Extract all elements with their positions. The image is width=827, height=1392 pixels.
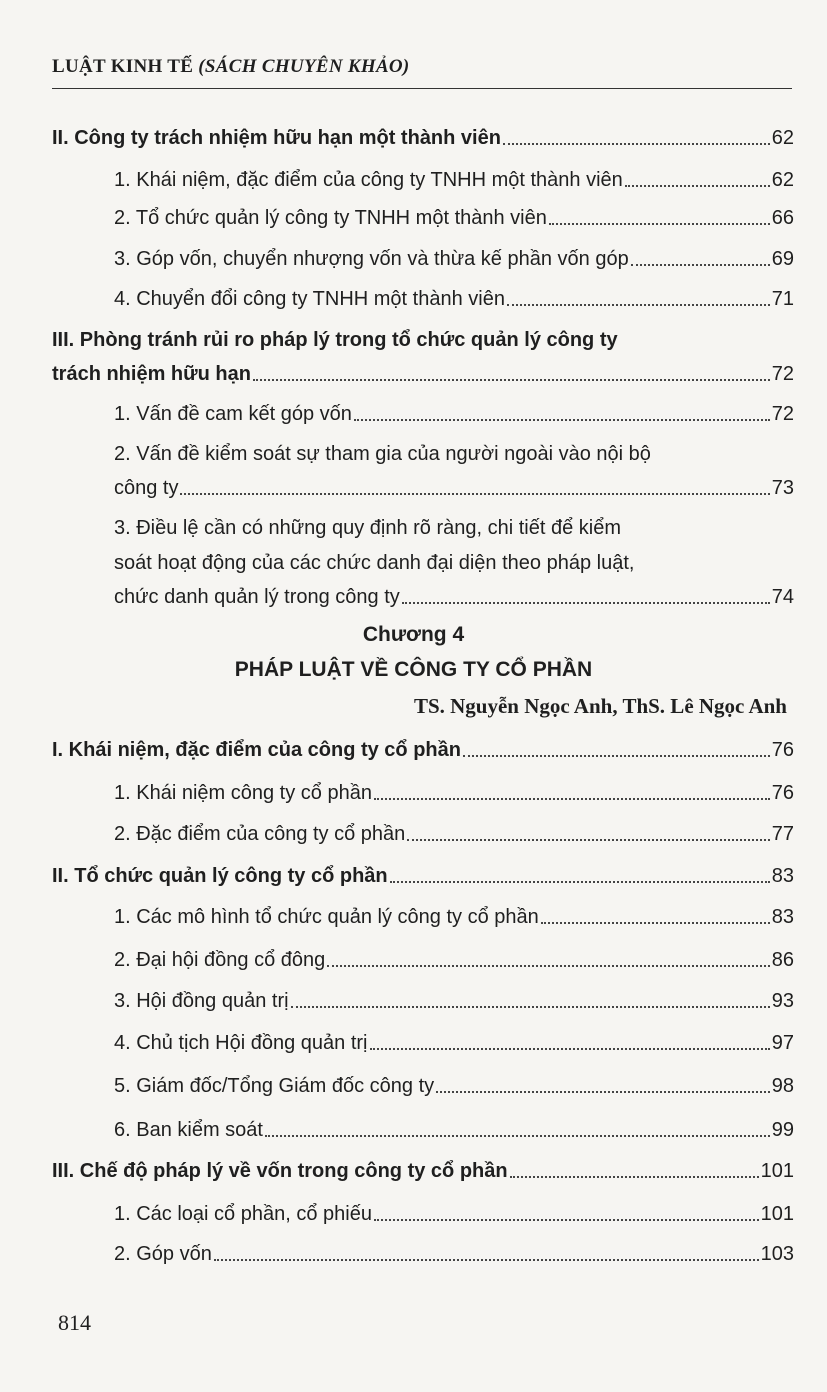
entry-line: soát hoạt động của các chức danh đại diện theo pháp luật, xyxy=(114,552,635,574)
entry-label: 5. Giám đốc/Tổng Giám đốc công ty xyxy=(114,1075,435,1097)
entry-label: chức danh quản lý trong công ty xyxy=(114,586,400,608)
toc-entry xyxy=(52,738,794,762)
entry-page: 73 xyxy=(771,477,794,499)
entry-page: 103 xyxy=(760,1243,794,1265)
leader-dots xyxy=(402,602,770,604)
entry-label: 2. Tổ chức quản lý công ty TNHH một thành viên xyxy=(114,207,547,229)
toc-entry xyxy=(114,585,794,609)
toc-entry xyxy=(114,1074,794,1098)
leader-dots xyxy=(370,1048,770,1050)
entry-label: 2. Góp vốn xyxy=(114,1243,212,1265)
entry-label: 1. Các mô hình tổ chức quản lý công ty cổ phần xyxy=(114,906,539,928)
leader-dots xyxy=(541,922,770,924)
toc-entry xyxy=(114,822,794,846)
toc-entry xyxy=(52,362,794,386)
toc-entry xyxy=(114,1031,794,1055)
toc-entry xyxy=(114,287,794,311)
entry-page: 83 xyxy=(771,865,794,887)
entry-label: II. Tổ chức quản lý công ty cổ phần xyxy=(52,865,388,887)
leader-dots xyxy=(354,419,770,421)
entry-label: 2. Đại hội đồng cổ đông xyxy=(114,949,326,971)
leader-dots xyxy=(180,493,769,495)
toc-entry xyxy=(114,1202,794,1226)
entry-page: 62 xyxy=(771,169,794,191)
entry-label: 1. Khái niệm, đặc điểm của công ty TNHH một thành viên xyxy=(114,169,623,191)
entry-line: 2. Vấn đề kiểm soát sự tham gia của người ngoài vào nội bộ xyxy=(114,443,651,465)
leader-dots xyxy=(463,755,770,757)
entry-page: 86 xyxy=(771,949,794,971)
leader-dots xyxy=(407,839,769,841)
entry-page: 74 xyxy=(771,586,794,608)
entry-label: 3. Góp vốn, chuyển nhượng vốn và thừa kế phần vốn góp xyxy=(114,248,629,270)
entry-label: III. Chế độ pháp lý về vốn trong công ty cổ phần xyxy=(52,1160,508,1182)
toc-entry xyxy=(52,864,794,888)
leader-dots xyxy=(510,1176,759,1178)
chapter-number: Chương 4 xyxy=(362,623,465,646)
entry-label: 4. Chủ tịch Hội đồng quản trị xyxy=(114,1032,368,1054)
book-subtitle: (SÁCH CHUYÊN KHẢO) xyxy=(198,56,410,77)
book-title: LUẬT KINH TẾ xyxy=(52,56,194,77)
entry-page: 72 xyxy=(771,363,794,385)
leader-dots xyxy=(390,881,770,883)
entry-page: 93 xyxy=(771,990,794,1012)
entry-label: công ty xyxy=(114,477,179,499)
toc-entry xyxy=(114,168,794,192)
leader-dots xyxy=(374,1219,759,1221)
leader-dots xyxy=(265,1135,770,1137)
entry-page: 62 xyxy=(771,127,794,149)
entry-page: 98 xyxy=(771,1075,794,1097)
leader-dots xyxy=(549,223,770,225)
entry-page: 77 xyxy=(771,823,794,845)
entry-line: III. Phòng tránh rủi ro pháp lý trong tổ chức quản lý công ty xyxy=(52,329,618,351)
entry-page: 97 xyxy=(771,1032,794,1054)
entry-label: trách nhiệm hữu hạn xyxy=(52,363,251,385)
entry-label: 1. Khái niệm công ty cổ phần xyxy=(114,782,372,804)
leader-dots xyxy=(436,1091,770,1093)
toc-entry xyxy=(114,948,794,972)
entry-label: 1. Các loại cổ phần, cổ phiếu xyxy=(114,1203,372,1225)
chapter-title: PHÁP LUẬT VỀ CÔNG TY CỔ PHẦN xyxy=(234,658,593,681)
entry-label: 1. Vấn đề cam kết góp vốn xyxy=(114,403,352,425)
toc-entry xyxy=(52,1159,794,1183)
toc-entry xyxy=(114,476,794,500)
toc-entry xyxy=(114,206,794,230)
toc-entry xyxy=(52,126,794,150)
entry-page: 66 xyxy=(771,207,794,229)
toc-entry xyxy=(114,989,794,1013)
entry-label: II. Công ty trách nhiệm hữu hạn một thành viên xyxy=(52,127,501,149)
toc-entry xyxy=(114,247,794,271)
entry-label: I. Khái niệm, đặc điểm của công ty cổ phần xyxy=(52,739,461,761)
leader-dots xyxy=(214,1259,759,1261)
leader-dots xyxy=(631,264,770,266)
chapter-authors: TS. Nguyễn Ngọc Anh, ThS. Lê Ngọc Anh xyxy=(413,694,787,718)
leader-dots xyxy=(374,798,770,800)
entry-line: 3. Điều lệ cần có những quy định rõ ràng, chi tiết để kiểm xyxy=(114,517,622,539)
leader-dots xyxy=(503,143,770,145)
running-head xyxy=(52,56,410,78)
leader-dots xyxy=(507,304,770,306)
entry-label: 2. Đặc điểm của công ty cổ phần xyxy=(114,823,406,845)
toc-entry xyxy=(114,402,794,426)
leader-dots xyxy=(625,185,770,187)
page-number: 814 xyxy=(58,1310,91,1335)
entry-page: 76 xyxy=(771,739,794,761)
entry-page: 99 xyxy=(771,1119,794,1141)
entry-page: 72 xyxy=(771,403,794,425)
entry-page: 83 xyxy=(771,906,794,928)
entry-page: 101 xyxy=(760,1203,794,1225)
toc-entry xyxy=(114,1242,794,1266)
header-rule xyxy=(52,88,792,89)
entry-page: 76 xyxy=(771,782,794,804)
toc-entry xyxy=(114,905,794,929)
entry-page: 69 xyxy=(771,248,794,270)
entry-page: 101 xyxy=(760,1160,794,1182)
entry-label: 4. Chuyển đổi công ty TNHH một thành viên xyxy=(114,288,505,310)
toc-entry xyxy=(114,781,794,805)
leader-dots xyxy=(253,379,770,381)
toc-entry xyxy=(114,1118,794,1142)
entry-page: 71 xyxy=(771,288,794,310)
leader-dots xyxy=(327,965,769,967)
leader-dots xyxy=(291,1006,770,1008)
entry-label: 3. Hội đồng quản trị xyxy=(114,990,289,1012)
entry-label: 6. Ban kiểm soát xyxy=(114,1119,263,1141)
